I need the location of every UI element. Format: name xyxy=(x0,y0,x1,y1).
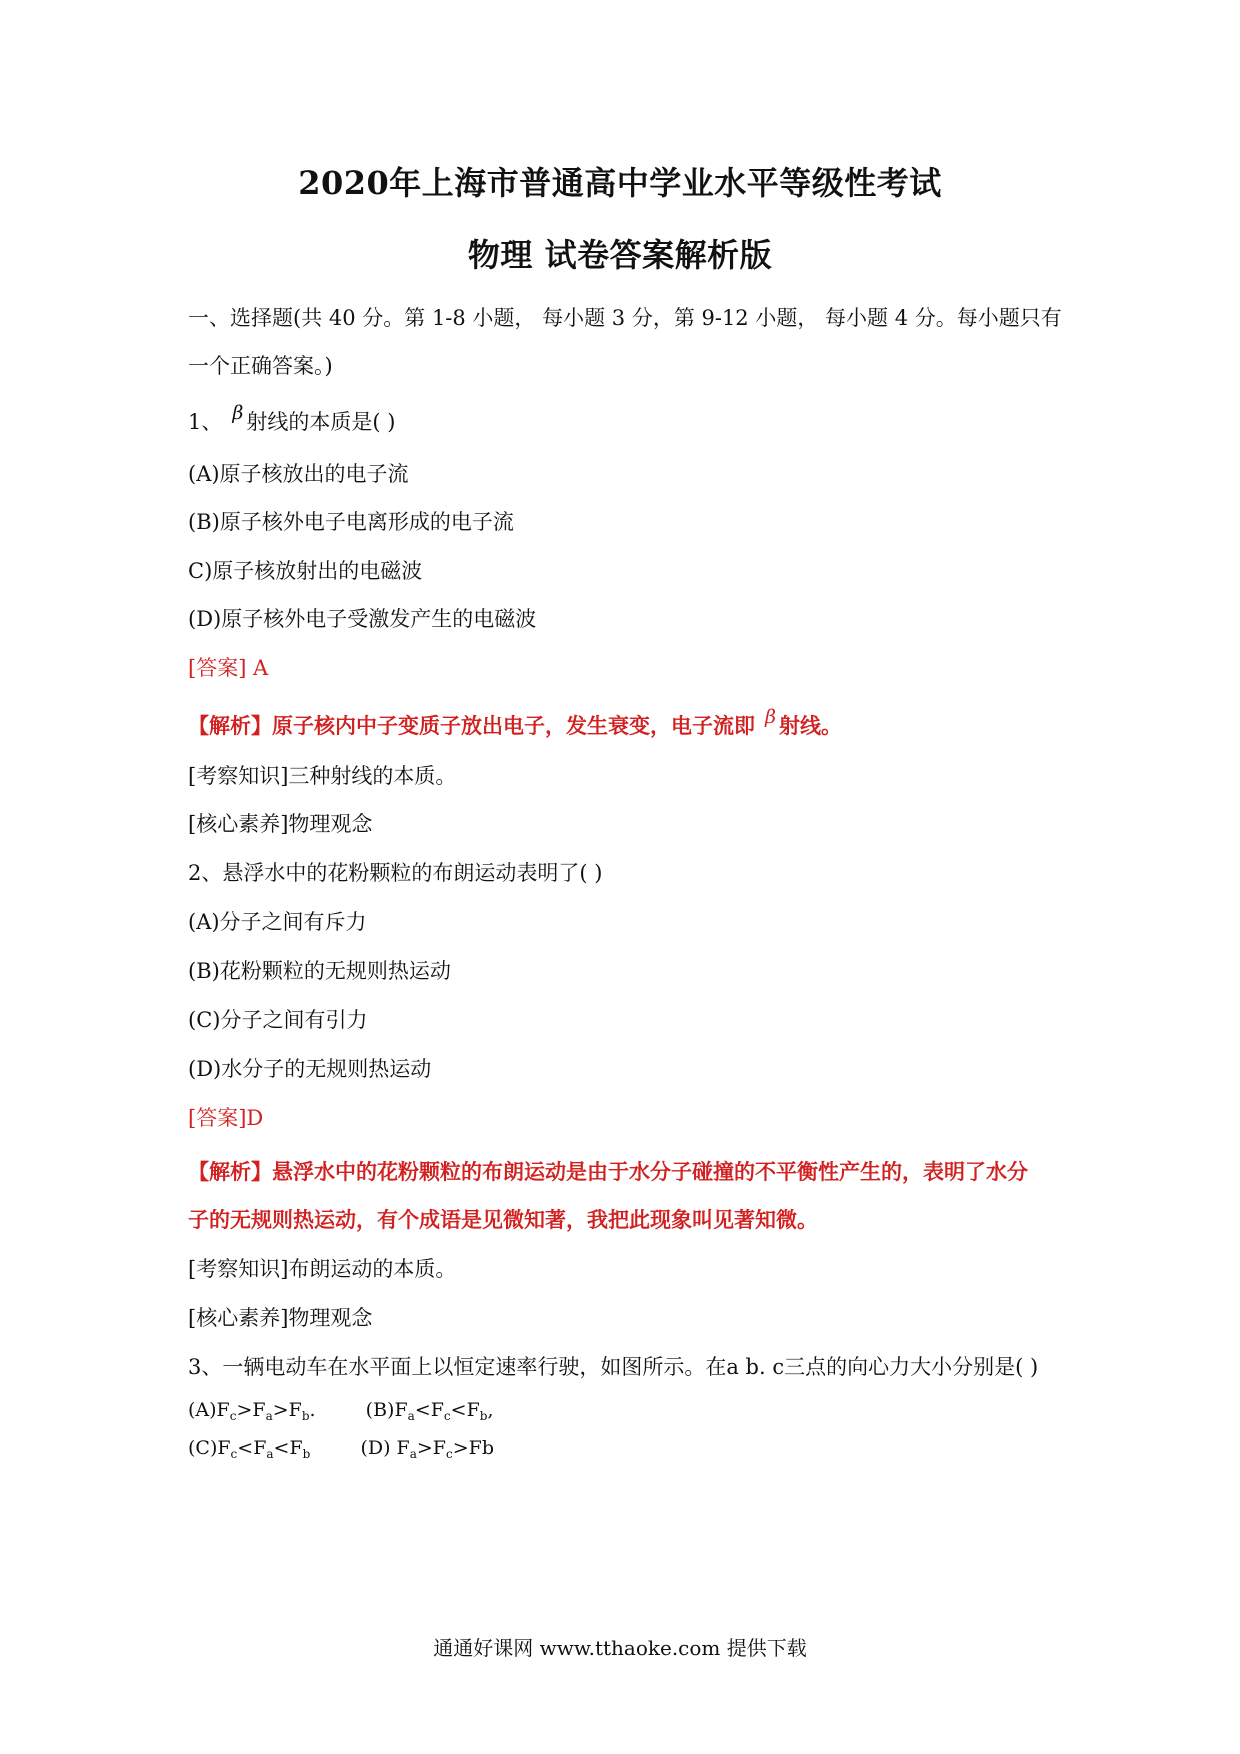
question-3-options-row-1 xyxy=(188,1399,494,1423)
question-1-stem xyxy=(188,402,396,436)
question-1-option-a: (A)原子核放出的电子流 xyxy=(188,462,409,486)
question-1-knowledge: [考察知识]三种射线的本质。 xyxy=(188,764,457,788)
question-2-analysis-line-1: 【解析】悬浮水中的花粉颗粒的布朗运动是由于水分子碰撞的不平衡性产生的，表明了水分 xyxy=(188,1159,1028,1184)
question-1-literacy: [核心素养]物理观念 xyxy=(188,812,373,836)
question-2-option-a: (A)分子之间有斥力 xyxy=(188,910,367,934)
beta-symbol: β xyxy=(232,402,244,424)
question-2-option-b: (B)花粉颗粒的无规则热运动 xyxy=(188,959,451,983)
section-instructions-line-1: 一、选择题(共 40 分。第 1-8 小题， 每小题 3 分，第 9-12 小题， 每小题 4 分。每小题只有 xyxy=(188,306,1062,330)
analysis-text-end: 射线。 xyxy=(778,713,842,738)
question-1-answer: [答案] A xyxy=(188,656,269,680)
question-3-stem: 3、一辆电动车在水平面上以恒定速率行驶，如图所示。在a b. c三点的向心力大小分别是( ) xyxy=(188,1355,1039,1379)
question-1-analysis xyxy=(188,706,842,740)
beta-symbol: β xyxy=(765,706,776,728)
question-1-number: 1、 xyxy=(188,410,223,434)
question-1-option-b: (B)原子核外电子电离形成的电子流 xyxy=(188,510,514,534)
question-3-option-b: $(B)F_a<F_c<F_b$, xyxy=(365,1399,494,1423)
page-subtitle: 物理 试卷答案解析版 xyxy=(467,236,773,274)
question-3-options-row-2 xyxy=(188,1437,494,1461)
question-3-option-c: $(C)F_c<F_a<F_b$ xyxy=(188,1437,311,1461)
question-2-option-d: (D)水分子的无规则热运动 xyxy=(188,1057,432,1081)
question-2-literacy: [核心素养]物理观念 xyxy=(188,1306,373,1330)
analysis-text: 【解析】原子核内中子变质子放出电子，发生衰变，电子流即 xyxy=(188,713,755,738)
question-2-analysis-line-2: 子的无规则热运动，有个成语是见微知著，我把此现象叫见著知微。 xyxy=(188,1207,818,1232)
question-2-option-c: (C)分子之间有引力 xyxy=(188,1008,368,1032)
page-footer: 通通好课网 www.tthaoke.com 提供下载 xyxy=(433,1636,807,1660)
question-1-text: 射线的本质是( ) xyxy=(246,410,396,434)
question-2-stem: 2、悬浮水中的花粉颗粒的布朗运动表明了( ) xyxy=(188,861,603,885)
page-title: 2020年上海市普通高中学业水平等级性考试 xyxy=(298,164,942,202)
question-1-option-d: (D)原子核外电子受激发产生的电磁波 xyxy=(188,607,537,631)
question-3-option-d: (D) $F_a>F_c>Fb$ xyxy=(360,1437,494,1461)
question-2-knowledge: [考察知识]布朗运动的本质。 xyxy=(188,1257,457,1281)
question-2-answer: [答案]D xyxy=(188,1106,264,1130)
question-3-option-a: $(A)F_c>F_a>F_b$. xyxy=(188,1399,316,1423)
section-instructions-line-2: 一个正确答案。) xyxy=(188,354,333,378)
question-1-option-c: C)原子核放射出的电磁波 xyxy=(188,559,423,583)
